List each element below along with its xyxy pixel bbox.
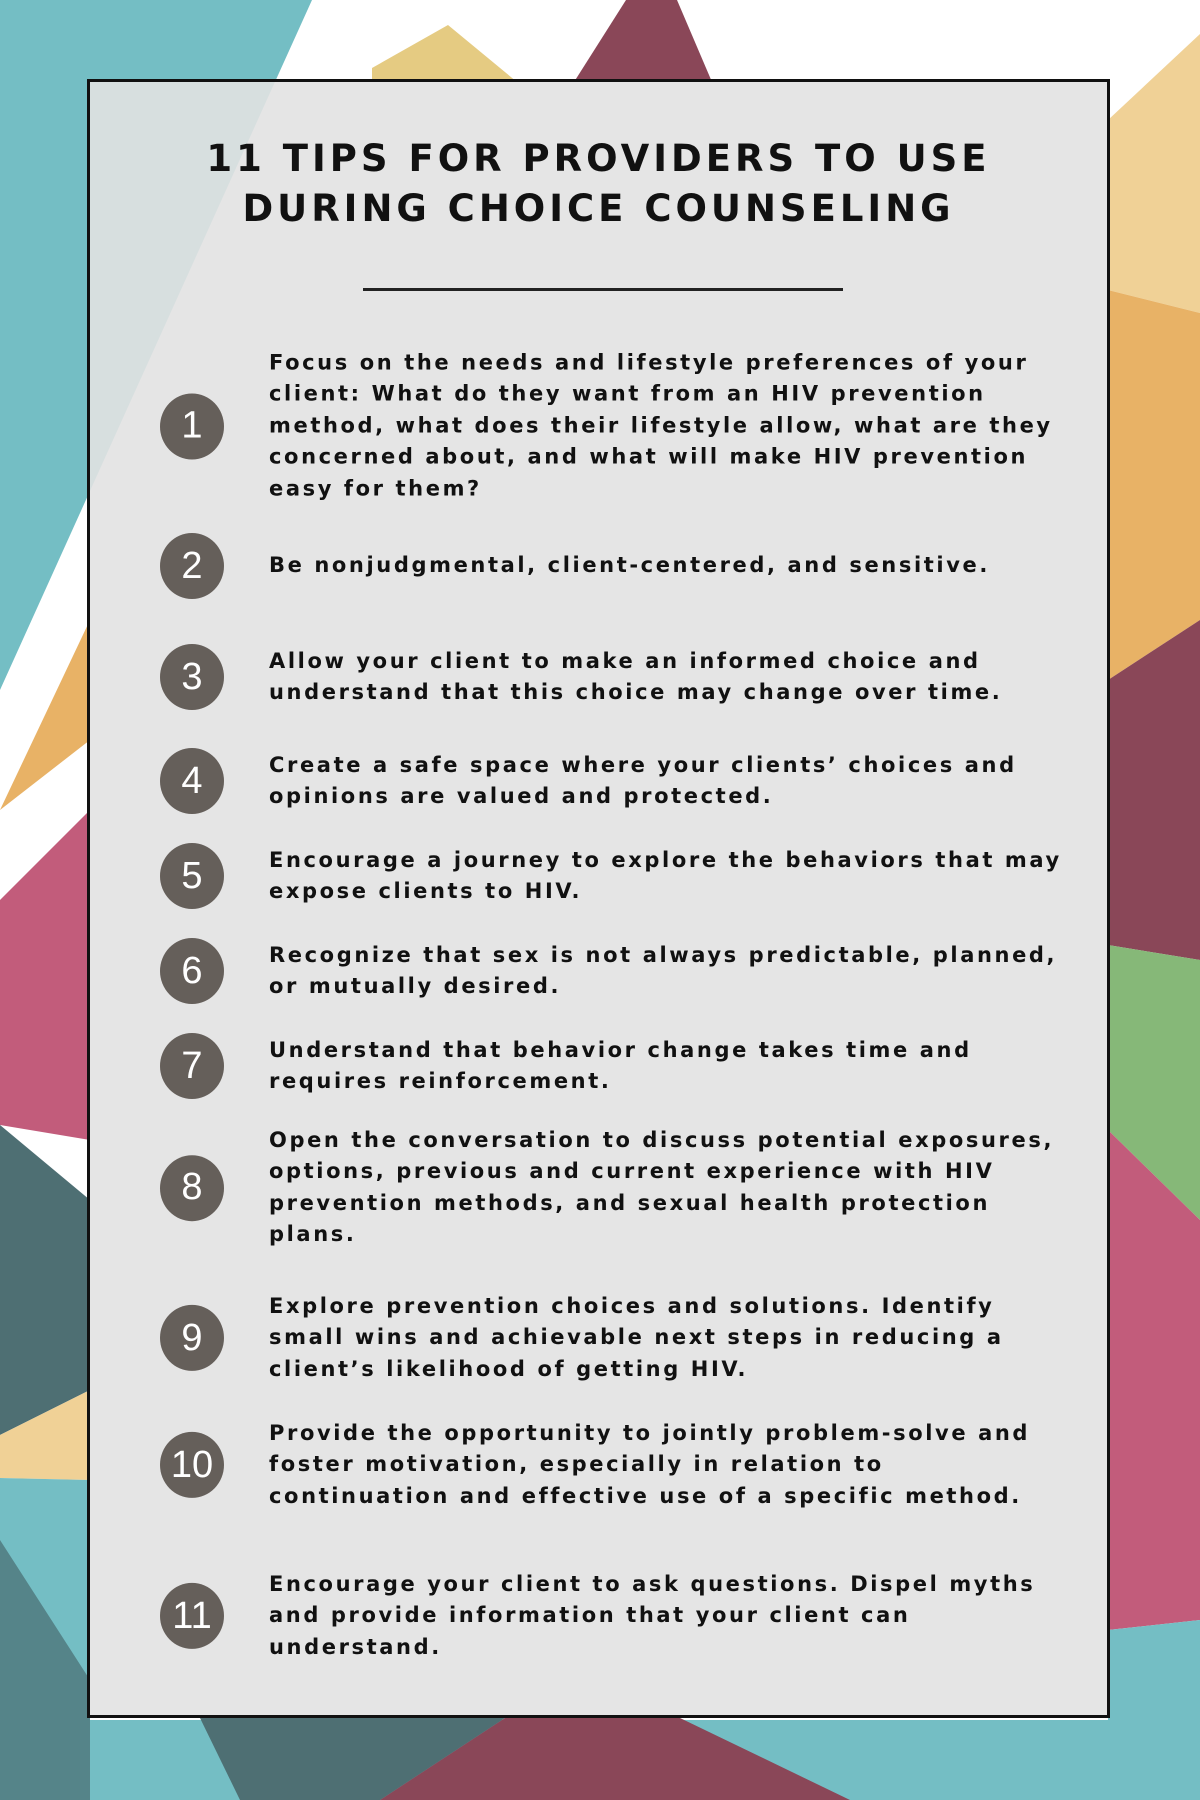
- number-badge: 10: [160, 1432, 224, 1498]
- bg-dark-teal-left: [0, 1125, 90, 1435]
- tip-text: Be nonjudgmental, client-centered, and sensitive.: [269, 553, 990, 578]
- bg-maroon-right: [1108, 620, 1200, 960]
- title-line-2: DURING CHOICE COUNSELING: [242, 187, 955, 230]
- number-badge: 7: [160, 1033, 224, 1099]
- tip-text: Encourage your client to ask questions. Dispel myths and provide information that your client can understand.: [269, 1571, 1036, 1659]
- tip-item: [160, 843, 1067, 909]
- bg-maroon-top: [574, 0, 712, 82]
- tip-item: [160, 347, 1067, 504]
- number-badge: 5: [160, 843, 224, 909]
- tip-item: [160, 533, 1067, 599]
- tip-text: Recognize that sex is not always predictable, planned, or mutually desired.: [269, 942, 1058, 998]
- number-badge: 2: [160, 533, 224, 599]
- tip-item: [160, 1033, 1067, 1099]
- number-badge: 1: [160, 393, 224, 459]
- tip-text: Open the conversation to discuss potential exposures, options, previous and current experience with HIV prevention methods, and sexual health protection plans.: [269, 1128, 1055, 1247]
- title-divider: [363, 288, 843, 291]
- bg-yellow-top: [372, 25, 517, 82]
- number-badge: 4: [160, 748, 224, 814]
- number-badge: 11: [160, 1583, 224, 1649]
- number-badge: 9: [160, 1305, 224, 1371]
- bg-light-orange-right: [1108, 34, 1200, 313]
- number-badge: 3: [160, 644, 224, 710]
- tip-text: Provide the opportunity to jointly problem-solve and foster motivation, especially in relation to continuation and effective use of a specific method.: [269, 1420, 1031, 1508]
- tip-item: [160, 1125, 1067, 1251]
- tip-item: [160, 644, 1067, 710]
- tip-text: Understand that behavior change takes time and requires reinforcement.: [269, 1037, 972, 1093]
- tip-text: Allow your client to make an informed choice and understand that this choice may change over time.: [269, 648, 1003, 704]
- tip-item: [160, 1569, 1067, 1663]
- title-line-1: 11 TIPS FOR PROVIDERS TO USE: [206, 137, 991, 180]
- tip-text: Explore prevention choices and solutions. Identify small wins and achievable next steps in reducing a client’s likelihood of getting HIV.: [269, 1293, 1004, 1381]
- tip-item: [160, 748, 1067, 814]
- bg-teal-right: [1108, 1620, 1200, 1720]
- tip-text: Focus on the needs and lifestyle preferences of your client: What do they want from an HIV prevention method, what does their lifestyle allow, what are they concerned about, and what will make HIV prevention easy for them?: [269, 350, 1053, 501]
- tip-text: Create a safe space where your clients’ choices and opinions are valued and protected.: [269, 752, 1017, 808]
- tip-text: Encourage a journey to explore the behaviors that may expose clients to HIV.: [269, 847, 1062, 903]
- tip-item: [160, 1418, 1067, 1512]
- number-badge: 6: [160, 938, 224, 1004]
- bg-pink-left: [0, 810, 90, 1140]
- tip-item: [160, 938, 1067, 1004]
- number-badge: 8: [160, 1155, 224, 1221]
- tips-card: [87, 79, 1110, 1718]
- bg-orange-right: [1108, 290, 1200, 680]
- page-title: [90, 134, 1107, 234]
- tip-item: [160, 1291, 1067, 1385]
